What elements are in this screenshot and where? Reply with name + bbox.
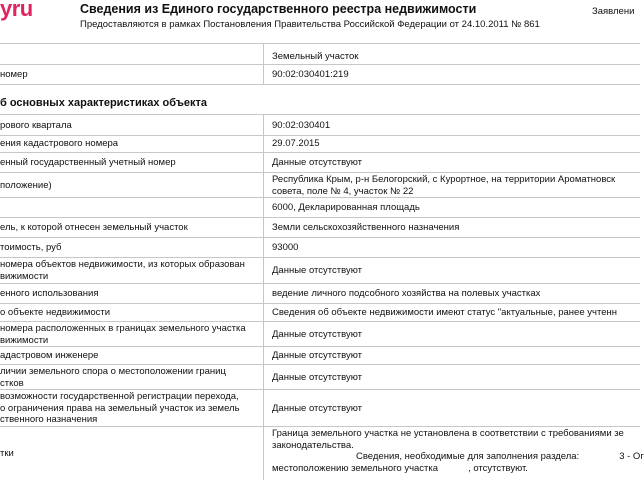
row-value: Граница земельного участка не установлена в соответствии с требованиями зе законодательства. Сведения, необходимые для заполнения раздела: 3 - Ог местоположению земельного участка , отсутствуют. <box>272 428 644 474</box>
table-row <box>0 304 640 322</box>
table-row <box>0 322 640 347</box>
table-row <box>0 135 640 153</box>
row-label <box>0 198 264 217</box>
table-row <box>0 198 640 218</box>
table-row <box>0 218 640 238</box>
table-row <box>0 64 640 85</box>
table-row <box>0 258 640 284</box>
table-row <box>0 173 640 198</box>
row-label: номера расположенных в границах земельного участка вижимости <box>0 322 264 346</box>
table-row <box>0 238 640 258</box>
row-label: тоимость, руб <box>0 238 264 257</box>
table-row <box>0 427 644 480</box>
header-right-tag: Заявлени <box>592 6 635 17</box>
row-value: Республика Крым, р-н Белогорский, с Курортное, на территории Ароматновск совета, поле № 4, участок № 22 <box>272 174 616 197</box>
table-row <box>0 390 640 427</box>
row-label: енного использования <box>0 284 264 303</box>
row-label: ель, к которой отнесен земельный участок <box>0 218 264 237</box>
row-value: Данные отсутствуют <box>272 402 362 414</box>
row-value: 93000 <box>272 242 299 254</box>
row-label: рового квартала <box>0 115 264 135</box>
site-logo[interactable]: yru <box>0 0 33 21</box>
page-subtitle: Предоставляются в рамках Постановления Правительства Российской Федерации от 24.10.2011 № 861 <box>80 19 540 30</box>
row-label: возможности государственной регистрации перехода, о ограничения права на земельный участок из земель ственного назначения <box>0 390 264 426</box>
row-value: 90:02:030401 <box>272 119 331 131</box>
table-row <box>0 153 640 173</box>
row-label: номера объектов недвижимости, из которых образован вижимости <box>0 258 264 283</box>
row-label: личии земельного спора о местоположении границ стков <box>0 365 264 389</box>
row-value: Данные отсутствуют <box>272 265 362 277</box>
row-value: Данные отсутствуют <box>272 328 362 340</box>
table-row <box>0 347 640 365</box>
row-value: ведение личного подсобного хозяйства на полевых участках <box>272 288 541 300</box>
row-value: Данные отсутствуют <box>272 350 362 362</box>
row-label: номер <box>0 64 264 84</box>
row-value: 90:02:030401:219 <box>272 68 349 80</box>
table-row <box>0 43 640 65</box>
row-value: Данные отсутствуют <box>272 157 362 169</box>
row-value: 6000, Декларированная площадь <box>272 202 420 214</box>
table-row <box>0 365 640 390</box>
row-label <box>0 44 264 64</box>
row-value: 29.07.2015 <box>272 138 320 150</box>
row-label: о объекте недвижимости <box>0 304 264 321</box>
row-value: Сведения об объекте недвижимости имеют статус "актуальные, ранее учтенн <box>272 307 617 319</box>
row-label: адастровом инженере <box>0 347 264 364</box>
table-row <box>0 114 640 136</box>
row-value: Земельный участок <box>272 50 359 62</box>
row-label: положение) <box>0 173 264 197</box>
row-label: енный государственный учетный номер <box>0 153 264 172</box>
row-label: ения кадастрового номера <box>0 135 264 152</box>
page-title: Сведения из Единого государственного реестра недвижимости <box>80 2 477 16</box>
row-label: тки <box>0 427 264 480</box>
table-row <box>0 284 640 304</box>
row-value: Данные отсутствуют <box>272 371 362 383</box>
row-value: Земли сельскохозяйственного назначения <box>272 222 460 234</box>
section-title: б основных характеристиках объекта <box>0 97 208 109</box>
